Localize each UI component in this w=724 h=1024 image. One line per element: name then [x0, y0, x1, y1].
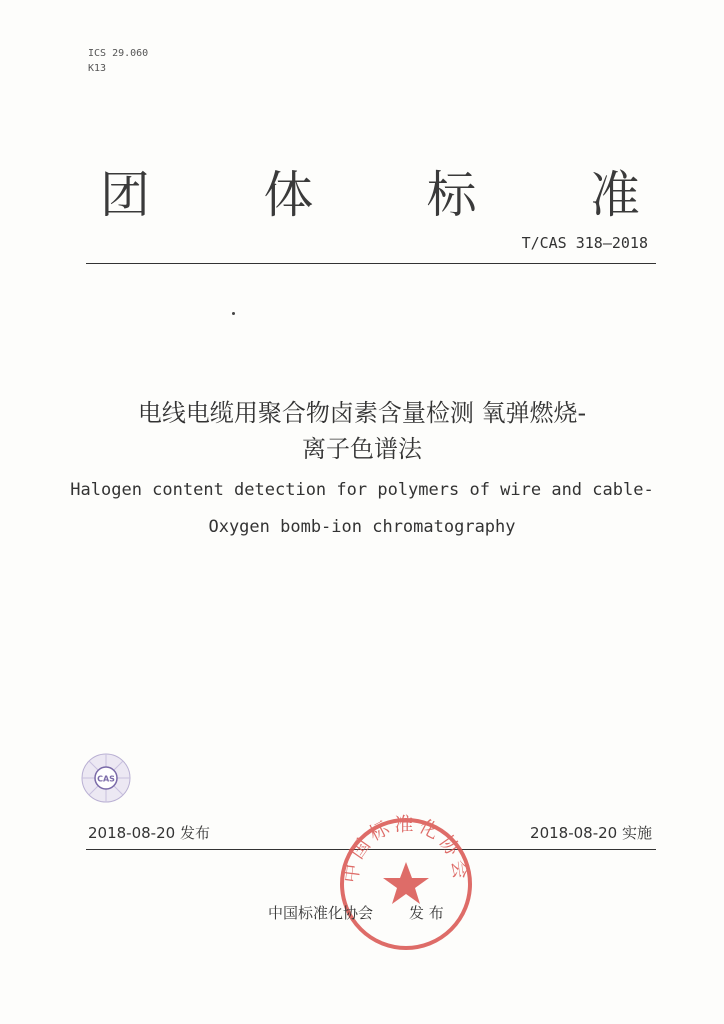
official-seal-icon [336, 814, 476, 954]
ccs-code: K13 [88, 63, 107, 74]
document-type-heading [80, 155, 660, 227]
publisher-name: 中国标准化协会 [268, 904, 374, 922]
title-en-line-1: Halogen content detection for polymers of wire and cable- [70, 480, 654, 500]
implementation-date: 2018-08-20 实施 [530, 824, 652, 842]
scan-speck [232, 312, 235, 315]
title-english [0, 472, 724, 546]
cas-logo-text: CAS [97, 774, 115, 784]
seal-star-icon [383, 862, 429, 904]
doc-type-char: 体 [263, 166, 314, 224]
standard-number: T/CAS 318—2018 [521, 234, 648, 252]
title-chinese [0, 395, 724, 467]
publisher [268, 902, 444, 923]
doc-type-char: 团 [100, 166, 150, 224]
doc-type-char: 准 [589, 166, 640, 224]
publisher-action: 发 布 [409, 904, 444, 922]
doc-type-char: 标 [426, 166, 477, 224]
release-date: 2018-08-20 发布 [88, 824, 210, 842]
title-cn-line-1: 电线电缆用聚合物卤素含量检测 氧弹燃烧- [137, 399, 587, 427]
header-divider [86, 263, 656, 264]
cas-logo-icon [80, 752, 132, 804]
seal-text: 中国标准化协会 [340, 814, 472, 885]
ics-code: ICS 29.060 [88, 48, 149, 59]
classification-codes [88, 46, 148, 76]
title-cn-line-2: 离子色谱法 [302, 435, 422, 463]
title-en-line-2: Oxygen bomb-ion chromatography [208, 517, 516, 537]
